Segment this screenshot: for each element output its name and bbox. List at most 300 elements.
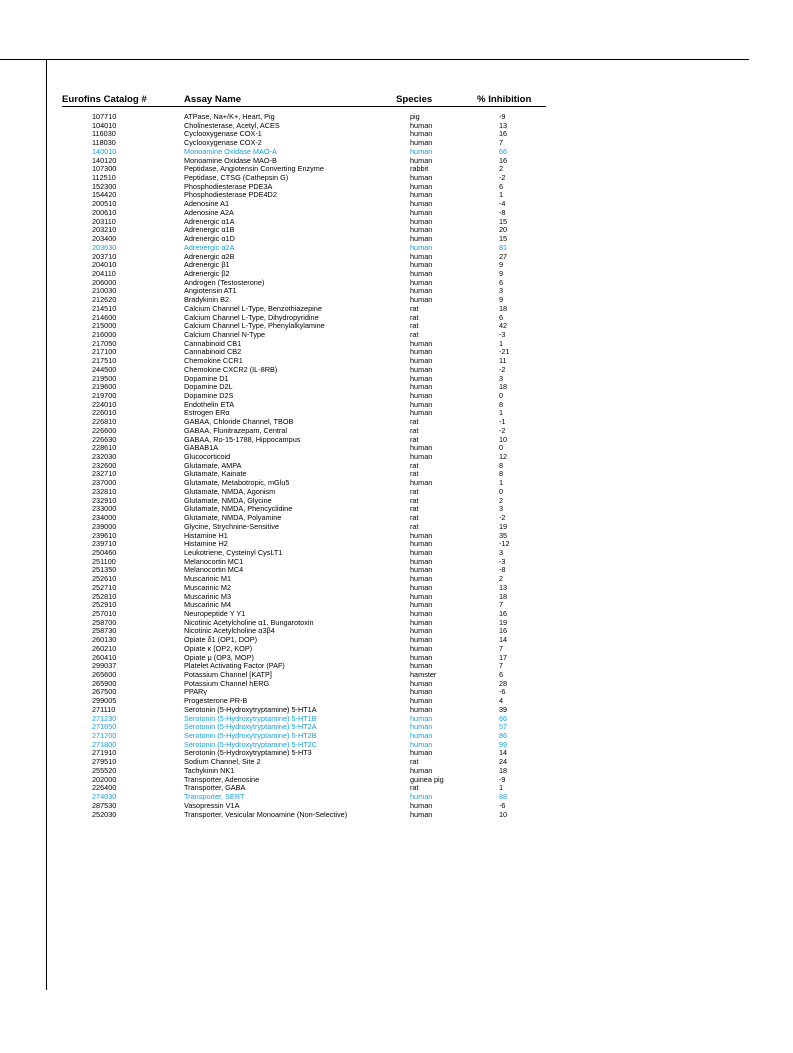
- cell-assay: Cannabinoid CB1: [184, 338, 242, 348]
- cell-species: rat: [410, 303, 419, 313]
- cell-inhibition: 81: [499, 242, 508, 252]
- cell-species: human: [410, 591, 433, 601]
- cell-catalog: 271700: [92, 731, 117, 741]
- cell-assay: GABAA, Flunitrazepam, Central: [184, 425, 288, 435]
- cell-assay: Bradykinin B2: [184, 295, 230, 305]
- cell-inhibition: 35: [499, 530, 508, 540]
- table-row: [62, 253, 546, 262]
- table-row: [62, 418, 546, 427]
- cell-catalog: 107300: [92, 164, 117, 174]
- cell-catalog: 203110: [92, 216, 116, 226]
- cell-inhibition: 3: [499, 504, 504, 514]
- cell-catalog: 252030: [92, 809, 117, 819]
- table-row: [62, 322, 546, 331]
- table-row: [62, 427, 546, 436]
- cell-assay: Potassium Channel hERG: [184, 678, 270, 688]
- cell-catalog: 140120: [92, 155, 117, 165]
- cell-assay: Muscarinic M2: [184, 582, 232, 592]
- cell-catalog: 214600: [92, 312, 117, 322]
- cell-catalog: 232910: [92, 495, 117, 505]
- cell-assay: Dopamine D2L: [184, 382, 233, 392]
- cell-species: human: [410, 155, 433, 165]
- cell-catalog: 200510: [92, 199, 117, 209]
- cell-species: human: [410, 582, 433, 592]
- header-catalog: Eurofins Catalog #: [62, 94, 147, 105]
- cell-catalog: 210030: [92, 286, 117, 296]
- cell-species: human: [410, 617, 433, 627]
- table-row: [62, 540, 546, 549]
- table-row: [62, 375, 546, 384]
- table-row: [62, 453, 546, 462]
- cell-inhibition: 13: [499, 582, 508, 592]
- cell-catalog: 226400: [92, 783, 117, 793]
- cell-species: guinea pig: [410, 774, 444, 784]
- cell-catalog: 299037: [92, 661, 117, 671]
- cell-catalog: 214510: [92, 303, 117, 313]
- cell-inhibition: 7: [499, 661, 504, 671]
- cell-species: rat: [410, 521, 419, 531]
- cell-inhibition: 66: [499, 713, 508, 723]
- cell-inhibition: 18: [499, 765, 508, 775]
- cell-inhibition: 39: [499, 704, 508, 714]
- cell-assay: Serotonin (5-Hydroxytryptamine) 5-HT1A: [184, 704, 317, 714]
- cell-inhibition: 11: [499, 356, 507, 366]
- cell-catalog: 260130: [92, 635, 117, 645]
- cell-inhibition: 20: [499, 225, 508, 235]
- cell-inhibition: 18: [499, 591, 508, 601]
- cell-inhibition: -2: [499, 513, 506, 523]
- header-assay: Assay Name: [184, 94, 242, 105]
- cell-catalog: 217100: [92, 347, 117, 357]
- cell-inhibition: 1: [499, 783, 504, 793]
- table-row: [62, 593, 546, 602]
- cell-inhibition: 12: [499, 452, 508, 462]
- cell-assay: Monoamine Oxidase MAO-A: [184, 146, 277, 156]
- cell-inhibition: -3: [499, 556, 506, 566]
- cell-inhibition: 14: [499, 748, 508, 758]
- cell-assay: Phosphodiesterase PDE3A: [184, 181, 273, 191]
- cell-catalog: 265600: [92, 670, 117, 679]
- cell-catalog: 202000: [92, 774, 117, 784]
- cell-catalog: 274030: [92, 792, 117, 802]
- cell-assay: Glutamate, AMPA: [184, 460, 242, 470]
- cell-inhibition: 6: [499, 670, 504, 679]
- cell-catalog: 224010: [92, 399, 117, 409]
- cell-assay: Cholinesterase, Acetyl, ACES: [184, 120, 280, 130]
- cell-species: human: [410, 207, 433, 217]
- cell-assay: Platelet Activating Factor (PAF): [184, 661, 285, 671]
- cell-inhibition: 7: [499, 643, 504, 653]
- table-row: [62, 627, 546, 636]
- cell-assay: Serotonin (5-Hydroxytryptamine) 5-HT3: [184, 748, 312, 758]
- cell-inhibition: 10: [499, 434, 508, 444]
- cell-catalog: 260410: [92, 652, 117, 662]
- cell-catalog: 252910: [92, 600, 117, 610]
- cell-assay: GABAB1A: [184, 443, 219, 453]
- cell-species: rat: [410, 417, 419, 427]
- table-row: [62, 366, 546, 375]
- cell-species: human: [410, 277, 433, 287]
- table-row: [62, 261, 546, 270]
- table-row: [62, 226, 546, 235]
- cell-assay: Estrogen ERα: [184, 408, 230, 418]
- cell-catalog: 116030: [92, 129, 116, 139]
- cell-assay: Dopamine D2S: [184, 391, 234, 400]
- cell-catalog: 299005: [92, 696, 117, 706]
- cell-assay: Glucocorticoid: [184, 452, 231, 462]
- table-row: [62, 436, 546, 445]
- cell-catalog: 271110: [92, 704, 116, 714]
- cell-inhibition: 10: [499, 809, 508, 819]
- cell-species: rat: [410, 513, 419, 523]
- cell-catalog: 154420: [92, 190, 117, 200]
- cell-assay: Vasopressin V1A: [184, 800, 240, 810]
- table-row: [62, 244, 546, 253]
- cell-assay: Peptidase, CTSG (Cathepsin G): [184, 173, 289, 183]
- cell-catalog: 200610: [92, 207, 117, 217]
- table-row: [62, 122, 546, 131]
- cell-inhibition: 28: [499, 678, 508, 688]
- table-row: [62, 235, 546, 244]
- cell-assay: ATPase, Na+/K+, Heart, Pig: [184, 112, 275, 121]
- cell-assay: Opiate κ (OP2, KOP): [184, 643, 253, 653]
- cell-assay: Transporter, Vesicular Monoamine (Non-Selective): [184, 809, 348, 819]
- cell-species: human: [410, 643, 433, 653]
- table-row: [62, 392, 546, 401]
- cell-inhibition: 18: [499, 303, 508, 313]
- cell-inhibition: 66: [499, 146, 508, 156]
- cell-inhibition: -4: [499, 199, 506, 209]
- cell-assay: Nicotinic Acetylcholine α1, Bungarotoxin: [184, 617, 314, 627]
- cell-assay: Calcium Channel L-Type, Dihydropyridine: [184, 312, 319, 322]
- cell-catalog: 152300: [92, 181, 117, 191]
- cell-inhibition: 8: [499, 399, 504, 409]
- cell-species: human: [410, 678, 433, 688]
- cell-assay: Angiotensin AT1: [184, 286, 237, 296]
- cell-inhibition: 27: [499, 251, 508, 261]
- cell-inhibition: 9: [499, 260, 504, 270]
- cell-species: human: [410, 600, 433, 610]
- cell-catalog: 239710: [92, 539, 117, 549]
- table-row: [62, 776, 546, 785]
- cell-species: human: [410, 373, 433, 383]
- cell-inhibition: 2: [499, 164, 504, 174]
- table-row: [62, 784, 546, 793]
- cell-species: human: [410, 295, 433, 305]
- cell-catalog: 118030: [92, 138, 116, 148]
- cell-assay: Cyclooxygenase COX-2: [184, 138, 262, 148]
- cell-species: human: [410, 687, 433, 697]
- cell-inhibition: 1: [499, 338, 504, 348]
- cell-species: human: [410, 242, 433, 252]
- cell-catalog: 226630: [92, 434, 117, 444]
- table-row: [62, 165, 546, 174]
- cell-catalog: 104010: [92, 120, 117, 130]
- cell-species: human: [410, 364, 433, 374]
- cell-catalog: 271910: [92, 748, 117, 758]
- cell-inhibition: 0: [499, 443, 504, 453]
- cell-species: human: [410, 286, 433, 296]
- cell-assay: Chemokine CCR1: [184, 356, 243, 366]
- cell-assay: Glutamate, NMDA, Glycine: [184, 495, 272, 505]
- table-header-row: [62, 93, 546, 106]
- cell-species: human: [410, 626, 433, 636]
- cell-species: human: [410, 199, 433, 209]
- results-table-body: [62, 113, 546, 819]
- cell-catalog: 258730: [92, 626, 117, 636]
- cell-inhibition: 24: [499, 757, 508, 767]
- cell-inhibition: 16: [499, 129, 508, 139]
- cell-species: human: [410, 800, 433, 810]
- cell-assay: Leukotriene, Cysteinyl CysLT1: [184, 547, 283, 557]
- cell-catalog: 237000: [92, 478, 117, 488]
- cell-species: human: [410, 181, 433, 191]
- cell-species: human: [410, 216, 433, 226]
- cell-inhibition: 0: [499, 391, 504, 400]
- cell-species: hamster: [410, 670, 437, 679]
- table-row: [62, 671, 546, 680]
- cell-inhibition: 88: [499, 792, 508, 802]
- cell-species: rat: [410, 469, 419, 479]
- cell-species: human: [410, 443, 433, 453]
- cell-species: human: [410, 347, 433, 357]
- cell-species: human: [410, 661, 433, 671]
- cell-species: human: [410, 478, 433, 488]
- cell-catalog: 252810: [92, 591, 117, 601]
- cell-species: human: [410, 547, 433, 557]
- cell-assay: Calcium Channel N-Type: [184, 329, 266, 339]
- cell-species: human: [410, 530, 433, 540]
- cell-catalog: 271650: [92, 722, 117, 732]
- cell-assay: Transporter, GABA: [184, 783, 246, 793]
- cell-species: human: [410, 565, 433, 575]
- cell-inhibition: 15: [499, 216, 508, 226]
- cell-inhibition: -1: [499, 417, 506, 427]
- cell-catalog: 226600: [92, 425, 117, 435]
- table-row: [62, 645, 546, 654]
- cell-assay: Sodium Channel, Site 2: [184, 757, 261, 767]
- table-row: [62, 758, 546, 767]
- cell-species: human: [410, 574, 433, 584]
- table-row: [62, 549, 546, 558]
- cell-assay: Adrenergic α1B: [184, 225, 235, 235]
- cell-species: human: [410, 146, 433, 156]
- table-row: [62, 444, 546, 453]
- cell-assay: Melanocortin MC4: [184, 565, 244, 575]
- cell-catalog: 232710: [92, 469, 117, 479]
- cell-catalog: 233000: [92, 504, 117, 514]
- cell-catalog: 226810: [92, 417, 117, 427]
- cell-catalog: 232030: [92, 452, 117, 462]
- table-row: [62, 662, 546, 671]
- cell-species: rat: [410, 434, 419, 444]
- cell-species: human: [410, 399, 433, 409]
- cell-species: human: [410, 608, 433, 618]
- cell-assay: PPARγ: [184, 687, 207, 697]
- table-row: [62, 584, 546, 593]
- cell-inhibition: 2: [499, 574, 504, 584]
- table-row: [62, 532, 546, 541]
- cell-assay: Glutamate, NMDA, Agonism: [184, 486, 276, 496]
- table-row: [62, 340, 546, 349]
- cell-assay: Calcium Channel L-Type, Benzothiazepine: [184, 303, 322, 313]
- cell-inhibition: 7: [499, 138, 504, 148]
- table-row: [62, 200, 546, 209]
- cell-species: human: [410, 382, 433, 392]
- cell-assay: Glutamate, Kainate: [184, 469, 247, 479]
- table-row: [62, 270, 546, 279]
- cell-catalog: 252710: [92, 582, 117, 592]
- cell-catalog: 212620: [92, 295, 117, 305]
- cell-inhibition: 16: [499, 626, 508, 636]
- cell-catalog: 267500: [92, 687, 117, 697]
- cell-species: human: [410, 251, 433, 261]
- cell-assay: Adrenergic β1: [184, 260, 230, 270]
- table-row: [62, 183, 546, 192]
- cell-inhibition: -9: [499, 774, 506, 784]
- results-table-header: [62, 93, 546, 106]
- cell-assay: Calcium Channel L-Type, Phenylalkylamine: [184, 321, 325, 331]
- table-row: [62, 767, 546, 776]
- cell-inhibition: -8: [499, 565, 506, 575]
- cell-inhibition: 16: [499, 155, 508, 165]
- cell-inhibition: -21: [499, 347, 510, 357]
- cell-assay: Potassium Channel [KATP]: [184, 670, 272, 679]
- cell-species: human: [410, 792, 433, 802]
- cell-catalog: 255520: [92, 765, 117, 775]
- cell-species: human: [410, 408, 433, 418]
- cell-inhibition: 1: [499, 190, 504, 200]
- cell-assay: Monoamine Oxidase MAO-B: [184, 155, 277, 165]
- cell-catalog: 251100: [92, 556, 116, 566]
- header-rule: [62, 106, 546, 107]
- cell-inhibition: 8: [499, 469, 504, 479]
- table-row: [62, 287, 546, 296]
- table-row: [62, 174, 546, 183]
- cell-inhibition: 17: [499, 652, 508, 662]
- cell-species: rabbit: [410, 164, 429, 174]
- cell-assay: Serotonin (5-Hydroxytryptamine) 5-HT2A: [184, 722, 317, 732]
- cell-inhibition: 19: [499, 521, 508, 531]
- cell-assay: GABAA, Ro-15-1788, Hippocampus: [184, 434, 301, 444]
- cell-inhibition: 14: [499, 635, 508, 645]
- table-row: [62, 383, 546, 392]
- table-row: [62, 479, 546, 488]
- cell-species: human: [410, 138, 433, 148]
- cell-species: rat: [410, 486, 419, 496]
- cell-species: rat: [410, 757, 419, 767]
- cell-assay: Adenosine A1: [184, 199, 230, 209]
- cell-species: human: [410, 260, 433, 270]
- cell-species: human: [410, 722, 433, 732]
- cell-assay: GABAA, Chloride Channel, TBOB: [184, 417, 294, 427]
- cell-catalog: 252610: [92, 574, 117, 584]
- table-row: [62, 811, 546, 820]
- cell-catalog: 258700: [92, 617, 117, 627]
- cell-catalog: 217050: [92, 338, 117, 348]
- table-row: [62, 218, 546, 227]
- cell-catalog: 271800: [92, 739, 117, 749]
- cell-catalog: 203630: [92, 242, 117, 252]
- cell-inhibition: 99: [499, 739, 508, 749]
- cell-assay: Androgen (Testosterone): [184, 277, 265, 287]
- cell-assay: Neuropeptide Y Y1: [184, 608, 246, 618]
- cell-inhibition: 1: [499, 408, 504, 418]
- cell-inhibition: 9: [499, 295, 504, 305]
- header-species: Species: [396, 94, 433, 105]
- cell-assay: Glutamate, NMDA, Polyamine: [184, 513, 282, 523]
- table-row: [62, 409, 546, 418]
- cell-inhibition: 42: [499, 321, 508, 331]
- cell-species: rat: [410, 460, 419, 470]
- cell-species: human: [410, 809, 433, 819]
- cell-assay: Transporter, Adenosine: [184, 774, 260, 784]
- cell-assay: Serotonin (5-Hydroxytryptamine) 5-HT1B: [184, 713, 317, 723]
- cell-inhibition: 18: [499, 382, 508, 392]
- cell-catalog: 251350: [92, 565, 117, 575]
- table-row: [62, 470, 546, 479]
- cell-assay: Adrenergic α1D: [184, 234, 235, 244]
- cell-assay: Progesterone PR-B: [184, 696, 248, 706]
- table-row: [62, 566, 546, 575]
- cell-assay: Nicotinic Acetylcholine α3β4: [184, 626, 275, 636]
- cell-catalog: 228610: [92, 443, 117, 453]
- cell-assay: Adenosine A2A: [184, 207, 234, 217]
- table-row: [62, 654, 546, 663]
- cell-assay: Glutamate, NMDA, Phencyclidine: [184, 504, 293, 514]
- cell-inhibition: -2: [499, 425, 506, 435]
- cell-inhibition: 16: [499, 608, 508, 618]
- table-row: [62, 680, 546, 689]
- cell-assay: Opiate μ (OP3, MOP): [184, 652, 254, 662]
- cell-species: rat: [410, 329, 419, 339]
- cell-inhibition: -3: [499, 329, 506, 339]
- table-row: [62, 357, 546, 366]
- table-row: [62, 505, 546, 514]
- cell-catalog: 234000: [92, 513, 117, 523]
- cell-inhibition: -8: [499, 207, 506, 217]
- cell-inhibition: 4: [499, 696, 504, 706]
- cell-assay: Adrenergic α2A: [184, 242, 235, 252]
- table-row: [62, 575, 546, 584]
- cell-catalog: 217510: [92, 356, 117, 366]
- cell-inhibition: -6: [499, 687, 506, 697]
- table-row: [62, 113, 546, 122]
- cell-species: human: [410, 696, 433, 706]
- cell-inhibition: 7: [499, 600, 504, 610]
- cell-assay: Serotonin (5-Hydroxytryptamine) 5-HT2B: [184, 731, 317, 741]
- table-row: [62, 209, 546, 218]
- table-row: [62, 331, 546, 340]
- table-row: [62, 514, 546, 523]
- cell-inhibition: -6: [499, 800, 506, 810]
- cell-assay: Chemokine CXCR2 (IL-8RB): [184, 364, 278, 374]
- cell-assay: Muscarinic M4: [184, 600, 232, 610]
- cell-inhibition: 15: [499, 234, 508, 244]
- cell-inhibition: 3: [499, 547, 504, 557]
- cell-species: rat: [410, 312, 419, 322]
- cell-inhibition: 0: [499, 486, 504, 496]
- cell-inhibition: 3: [499, 373, 504, 383]
- cell-inhibition: -12: [499, 539, 510, 549]
- cell-assay: Adrenergic α1A: [184, 216, 235, 226]
- cell-species: rat: [410, 783, 419, 793]
- cell-species: rat: [410, 495, 419, 505]
- cell-catalog: 219600: [92, 382, 117, 392]
- cell-species: human: [410, 731, 433, 741]
- cell-catalog: 239610: [92, 530, 117, 540]
- cell-inhibition: 6: [499, 312, 504, 322]
